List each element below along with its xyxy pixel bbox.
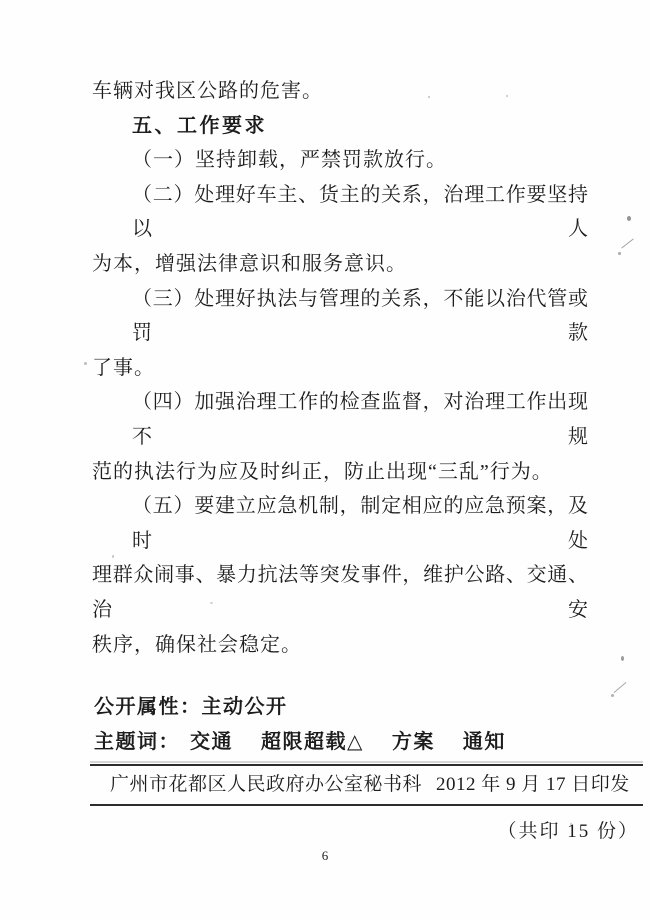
keyword-item: 超限超载△	[261, 731, 364, 753]
scan-speckle	[84, 362, 87, 365]
scan-scratch	[614, 682, 627, 693]
keyword-item: 交通	[190, 731, 233, 753]
body-line: （一）坚持卸载，严禁罚款放行。	[132, 149, 447, 172]
publicity-value: 主动公开	[201, 696, 288, 718]
issuer-office: 广州市花都区人民政府办公室秘书科	[110, 774, 423, 795]
publicity-line	[90, 694, 643, 720]
scan-scratch	[621, 238, 633, 248]
body-line: 秩序，确保社会稳定。	[92, 633, 302, 656]
body-line: 为本，增强法律意识和服务意识。	[92, 252, 407, 275]
print-date: 2012 年 9 月 17 日印发	[436, 774, 630, 795]
body-line: 理群众闹事、暴力抗法等突发事件，维护公路、交通、治安	[92, 564, 588, 621]
scan-speckle	[210, 602, 213, 604]
body-line: （三）处理好执法与管理的关系，不能以治代管或罚款	[132, 287, 588, 345]
body-line: （五）要建立应急机制，制定相应的应急预案，及时处	[132, 495, 588, 552]
keyword-item: 方案	[391, 731, 435, 753]
scan-speckle	[618, 252, 621, 255]
scan-speckle	[570, 823, 572, 825]
document-footer	[90, 694, 643, 843]
scan-speckle	[611, 694, 614, 697]
publicity-label: 公开属性：	[94, 696, 202, 718]
keyword-item: 通知	[462, 731, 506, 753]
section-heading: 五、工作要求	[132, 114, 267, 137]
keywords-line	[90, 729, 643, 755]
issuer-line	[90, 766, 643, 804]
page-number: 6	[321, 848, 329, 863]
scan-speckle	[621, 656, 624, 661]
body-line: 车辆对我区公路的危害。	[92, 80, 323, 102]
scan-speckle	[428, 96, 430, 98]
scan-speckle	[506, 95, 508, 97]
body-line: 了事。	[92, 356, 155, 379]
scan-speckle	[112, 555, 114, 558]
document-body	[92, 74, 588, 662]
body-line: 范的执法行为应及时纠正，防止出现“三乱”行为。	[92, 460, 553, 483]
copies-count: （共印 15 份）	[497, 821, 639, 842]
body-line: （四）加强治理工作的检查监督，对治理工作出现不规	[132, 391, 588, 448]
body-line: （二）处理好车主、货主的关系，治理工作要坚持以人	[132, 183, 588, 241]
scan-speckle	[627, 216, 631, 221]
keywords-label: 主题词：	[94, 731, 180, 753]
